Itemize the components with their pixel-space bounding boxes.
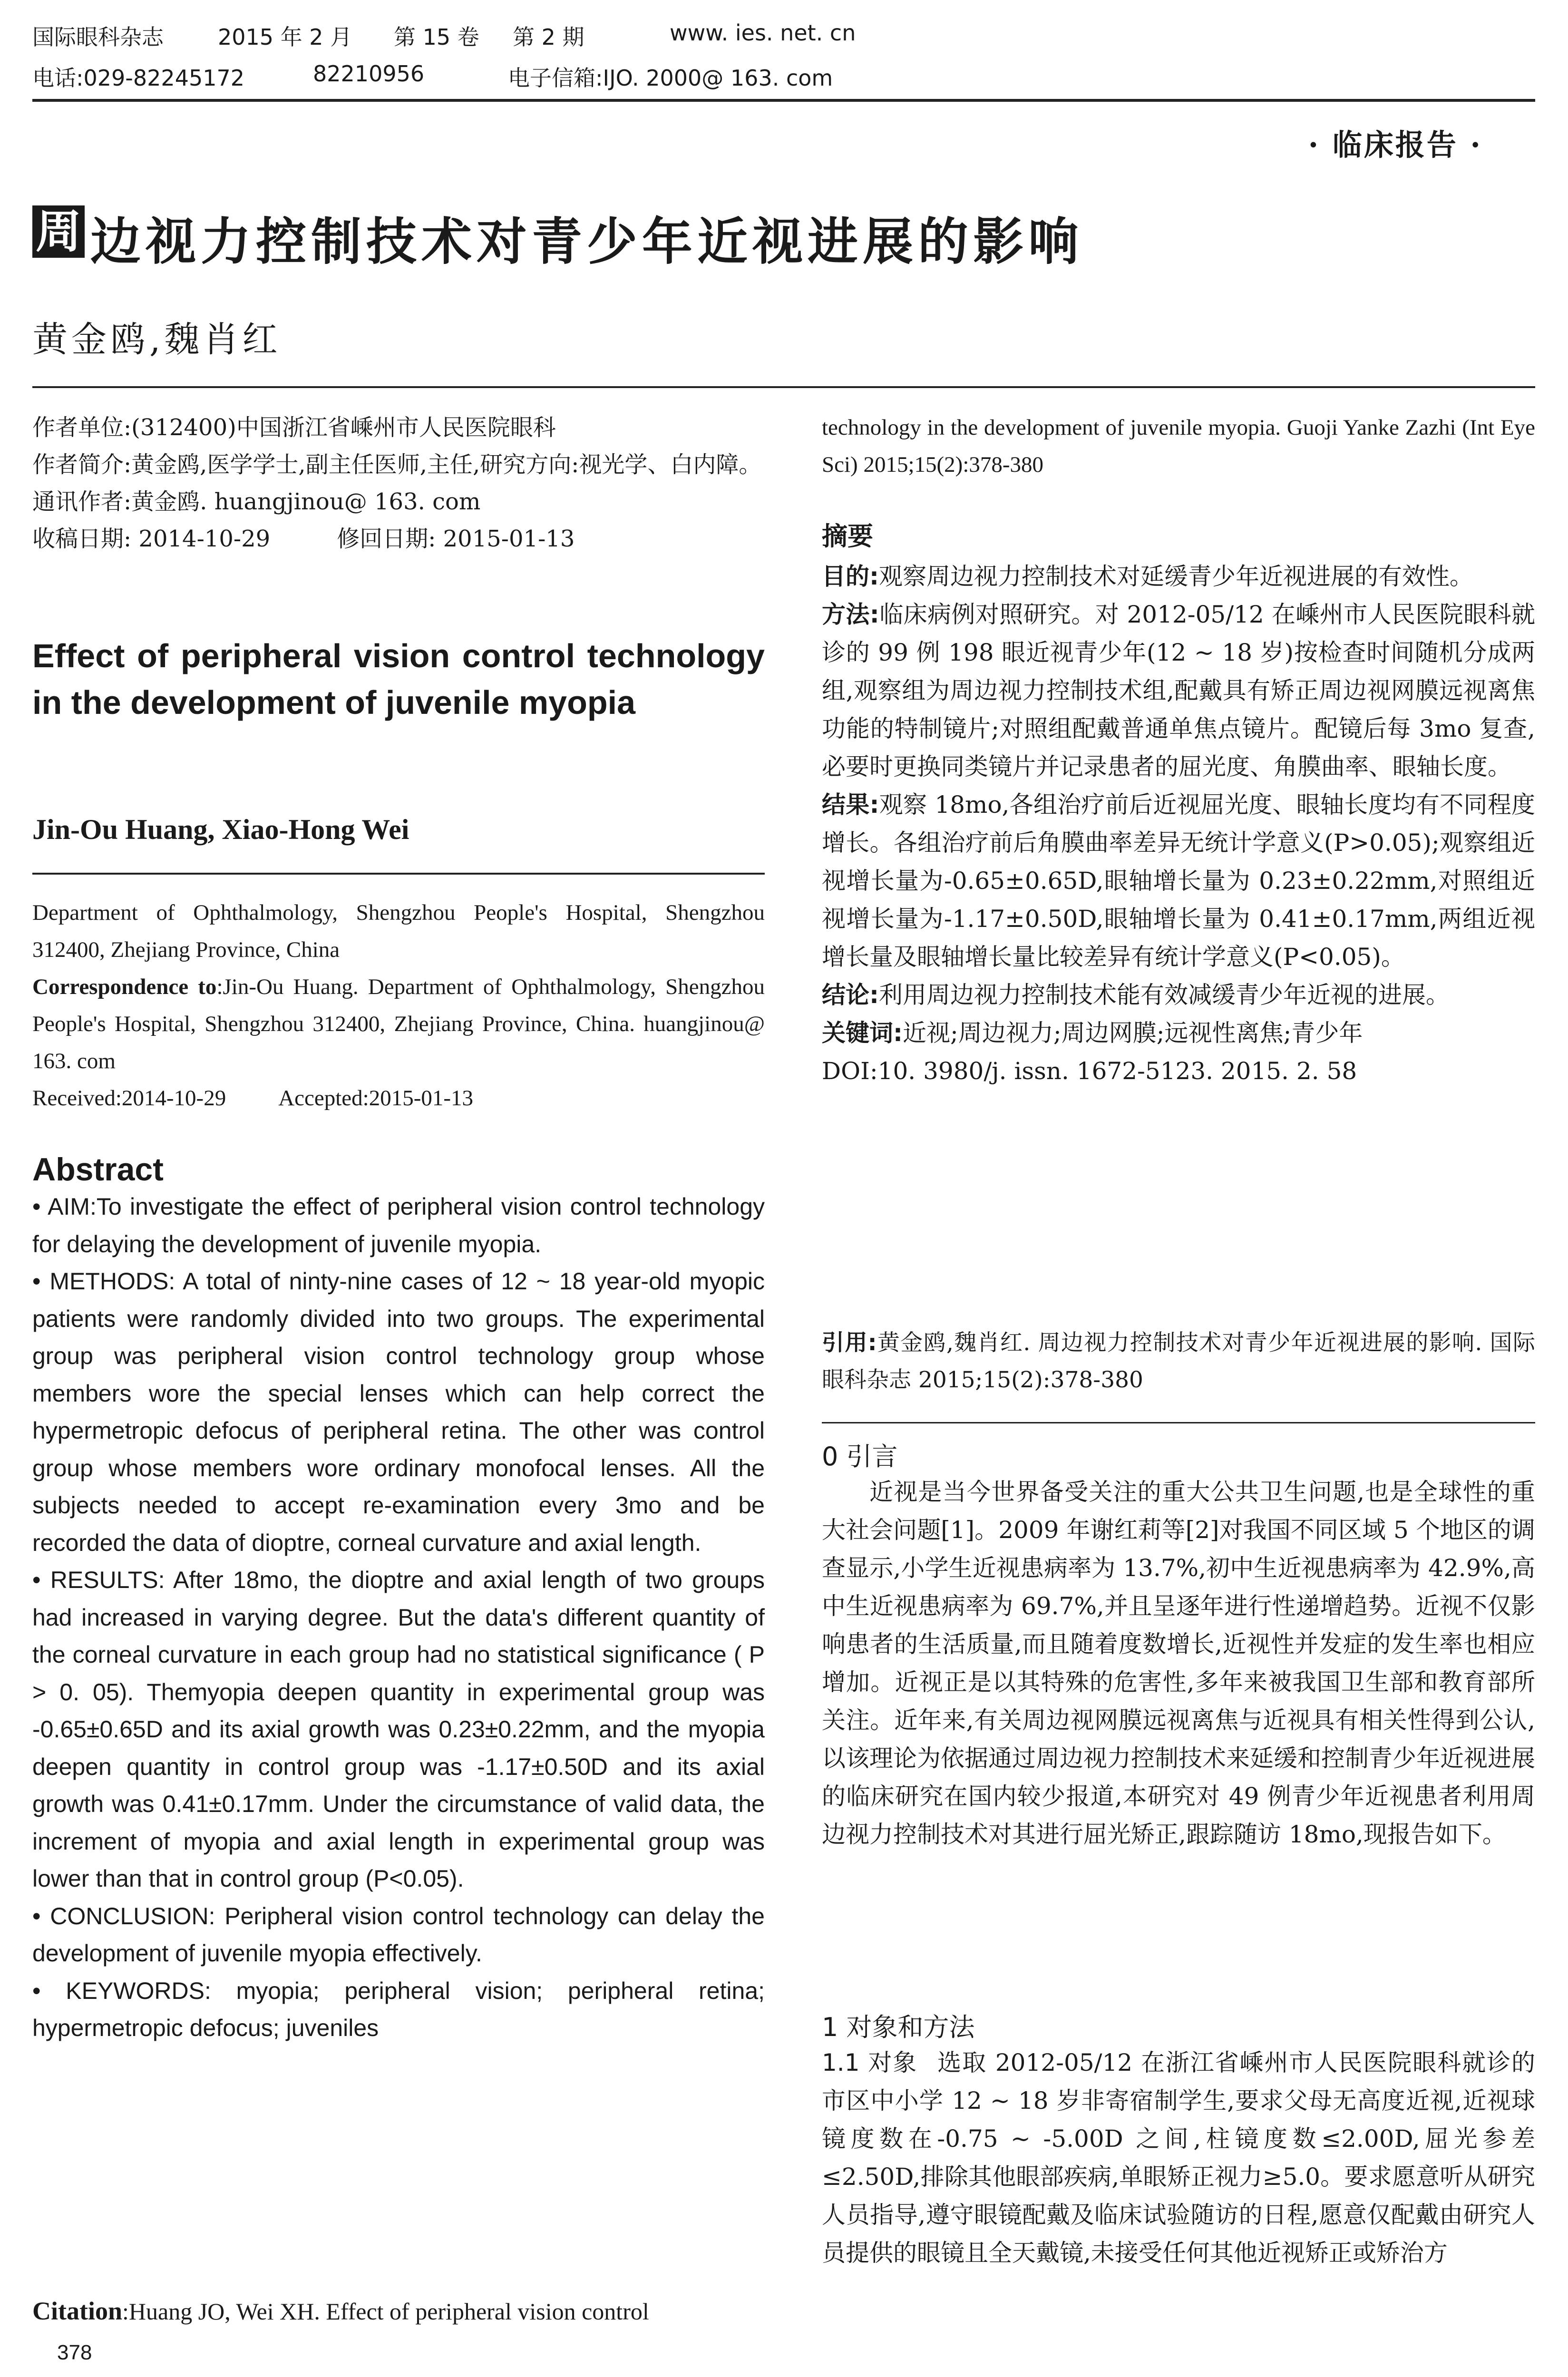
- journal-name: 国际眼科杂志: [32, 24, 164, 50]
- accepted-en: Accepted:2015-01-13: [278, 1086, 474, 1111]
- english-affiliation: [32, 894, 765, 1117]
- revised-cn: 修回日期: 2015-01-13: [337, 526, 575, 552]
- methods-subject: [822, 2044, 1535, 2272]
- methods-text: 临床病例对照研究。对 2012-05/12 在嵊州市人民医院眼科就诊的 99 例 198 眼近视青少年(12 ~ 18 岁)按检查时间随机分成两组,观察组为周边视力控制技术组,配戴具有矫正周边视网膜远视离焦功能的特制镜片;对照组配戴普通单焦点镜片。配镜后每 3mo 复查,必要时更换同类镜片并记录患者的屈光度、角膜曲率、眼轴长度。: [822, 601, 1535, 780]
- dates-en: [32, 1080, 765, 1117]
- corresponding-author: 通讯作者:黄金鸥. huangjinou@ 163. com: [32, 488, 481, 515]
- citation-en-text: :Huang JO, Wei XH. Effect of peripheral vision control: [122, 2298, 649, 2325]
- citation-en-continued: technology in the development of juvenile myopia. Guoji Yanke Zazhi (Int Eye Sci) 2015;15(2):378-380: [822, 415, 1535, 477]
- citation-cn: [822, 1325, 1535, 1399]
- results-label: 结果:: [822, 791, 879, 818]
- aim-text: 观察周边视力控制技术对延缓青少年近视进展的有效性。: [879, 563, 1473, 590]
- title-rule: [32, 386, 1535, 388]
- citation-en-cont: [822, 409, 1535, 483]
- english-authors: Jin-Ou Huang, Xiao-Hong Wei: [32, 814, 409, 845]
- citation-cn-text: 黄金鸥,魏肖红. 周边视力控制技术对青少年近视进展的影响. 国际眼科杂志 2015;15(2):378-380: [822, 1330, 1535, 1393]
- phone-2: 82210956: [313, 61, 425, 87]
- abstract-cn-conclusion: [822, 976, 1535, 1014]
- abstract-cn-keywords: [822, 1014, 1535, 1052]
- citation-rule: [822, 1422, 1535, 1423]
- subject-label: 1.1 对象: [822, 2049, 918, 2076]
- keywords-label: 关键词:: [822, 1019, 903, 1047]
- keywords-text: 近视;周边视力;周边网膜;远视性离焦;青少年: [903, 1019, 1363, 1047]
- correspondence: [32, 968, 765, 1080]
- abstract-cn-results: [822, 786, 1535, 976]
- intro-text: 近视是当今世界备受关注的重大公共卫生问题,也是全球性的重大社会问题[1]。2009 年谢红莉等[2]对我国不同区域 5 个地区的调查显示,小学生近视患病率为 13.7%,初中生近视患病率为 42.9%,高中生近视患病率为 69.7%,并且呈逐年进行性递增趋势。近视不仅影响患者的生活质量,而且随着度数增长,近视性并发症的发生率也相应增加。近视正是以其特殊的危害性,多年来被我国卫生部和教育部所关注。近年来,有关周边视网膜远视离焦与近视具有相关性得到公认,以该理论为依据通过周边视力控制技术来延缓和控制青少年近视进展的临床研究在国内较少报道,本研究对 49 例青少年近视患者利用周边视力控制技术对其进行屈光矫正,跟踪随访 18mo,现报告如下。: [822, 1478, 1535, 1848]
- citation-en-label: Citation: [32, 2297, 122, 2325]
- phone: 电话:029-82245172: [32, 65, 245, 91]
- department: Department of Ophthalmology, Shengzhou People's Hospital, Shengzhou 312400, Zhejiang Province, China: [32, 900, 765, 962]
- doi: DOI:10. 3980/j. issn. 1672-5123. 2015. 2. 58: [822, 1057, 1357, 1085]
- conclusion-label: 结论:: [822, 981, 879, 1009]
- abstract-results: • RESULTS: After 18mo, the dioptre and axial length of two groups had increased in varying degree. But the data's different quantity of the corneal curvature in each group had no statistical significance ( P > 0. 05). Themyopia deepen quantity in experimental group was -0.65±0.65D and its axial growth was 0.23±0.22mm, and the myopia deepen quantity in control group was -1.17±0.50D and its axial growth was 0.41±0.17mm. Under the circumstance of valid data, the increment of myopia and axial length in experimental group was lower than that in control group (P<0.05).: [32, 1567, 765, 1892]
- results-text: 观察 18mo,各组治疗前后近视屈光度、眼轴长度均有不同程度增长。各组治疗前后角膜曲率差异无统计学意义(P>0.05);观察组近视增长量为-0.65±0.65D,眼轴增长量为 0.23±0.22mm,对照组近视增长量为-1.17±0.50D,眼轴增长量为 0.41±0.17mm,两组近视增长量及眼轴增长量比较差异有统计学意义(P<0.05)。: [822, 791, 1535, 971]
- abstract-cn-methods: [822, 595, 1535, 786]
- title-initial: 周: [32, 205, 85, 258]
- dates-cn: [32, 520, 765, 557]
- abstract-en: [32, 1151, 765, 2047]
- abstract-cn-aim: [822, 557, 1535, 595]
- citation-en: [32, 2292, 765, 2330]
- english-title-block: [32, 633, 765, 726]
- methods-label: 方法:: [822, 601, 879, 628]
- email: 电子信箱:IJO. 2000@ 163. com: [508, 65, 833, 91]
- introduction: [822, 1436, 1535, 1853]
- volume: 第 15 卷: [394, 24, 479, 50]
- english-authors-block: [32, 813, 765, 846]
- abstract-cn: [822, 516, 1535, 1090]
- masthead-line-1: [32, 20, 1535, 53]
- authors-rule: [32, 873, 765, 875]
- subject-text: 选取 2012-05/12 在浙江省嵊州市人民医院眼科就诊的市区中小学 12 ~ 18 岁非寄宿制学生,要求父母无高度近视,近视球镜度数在-0.75 ~ -5.00D 之间,柱镜度数≤2.00D,屈光参差≤2.50D,排除其他眼部疾病,单眼矫正视力≥5.0。要求愿意听从研究人员指导,遵守眼镜配戴及临床试验随访的日程,愿意仅配戴由研究人员提供的眼镜且全天戴镜,未接受任何其他近视矫正或矫治方: [822, 2049, 1535, 2267]
- english-title: Effect of peripheral vision control technology in the development of juvenile myopia: [32, 637, 765, 721]
- aim-label: 目的:: [822, 563, 879, 590]
- authors-cn: 黄金鸥,魏肖红: [32, 319, 282, 360]
- abstract-cn-heading: 摘要: [822, 521, 873, 551]
- issue: 第 2 期: [513, 24, 584, 50]
- received-cn: 收稿日期: 2014-10-29: [32, 526, 271, 552]
- section-tag: · 临床报告 ·: [1308, 127, 1482, 162]
- conclusion-text: 利用周边视力控制技术能有效减缓青少年近视的进展。: [879, 981, 1450, 1009]
- methods-heading: 1 对象和方法: [822, 2012, 975, 2042]
- abstract-methods: • METHODS: A total of ninty-nine cases of 12 ~ 18 year-old myopic patients were randomly divided into two groups. The experimental group was peripheral vision control technology group whose members wore the special lenses which can help correct the hypermetropic defocus of peripheral retina. The other was control group whose members wore ordinary monofocal lenses. All the subjects needed to accept re-examination every 3mo and be recorded the data of dioptre, corneal curvature and axial length.: [32, 1268, 765, 1556]
- author-unit: 作者单位:(312400)中国浙江省嵊州市人民医院眼科: [32, 414, 556, 441]
- website: www. ies. net. cn: [670, 20, 856, 46]
- author-bio: 作者简介:黄金鸥,医学学士,副主任医师,主任,研究方向:视光学、白内障。: [32, 451, 762, 478]
- intro-heading: 0 引言: [822, 1442, 898, 1471]
- citation-cn-label: 引用:: [822, 1330, 877, 1356]
- page-number: 378: [57, 2341, 92, 2364]
- correspondence-text: :Jin-Ou Huang. Department of Ophthalmology, Shengzhou People's Hospital, Shengzhou 312400, Zhejiang Province, China. huangjinou@ 163. com: [32, 974, 765, 1073]
- masthead-line-2: [32, 61, 1535, 94]
- abstract-keywords: • KEYWORDS: myopia; peripheral vision; peripheral retina; hypermetropic defocus; juveniles: [32, 1977, 765, 2041]
- page-title: 边视力控制技术对青少年近视进展的影响: [90, 213, 1083, 271]
- abstract-conclusion: • CONCLUSION: Peripheral vision control technology can delay the development of juvenile myopia effectively.: [32, 1902, 765, 1967]
- author-info: [32, 409, 765, 557]
- abstract-heading: Abstract: [32, 1151, 164, 1188]
- masthead-rule: [32, 99, 1535, 102]
- abstract-aim: • AIM:To investigate the effect of peripheral vision control technology for delaying the development of juvenile myopia.: [32, 1193, 765, 1257]
- correspondence-label: Correspondence to: [32, 974, 217, 999]
- received-en: Received:2014-10-29: [32, 1086, 226, 1111]
- methods-section: [822, 2007, 1535, 2272]
- issue-date: 2015 年 2 月: [218, 24, 352, 50]
